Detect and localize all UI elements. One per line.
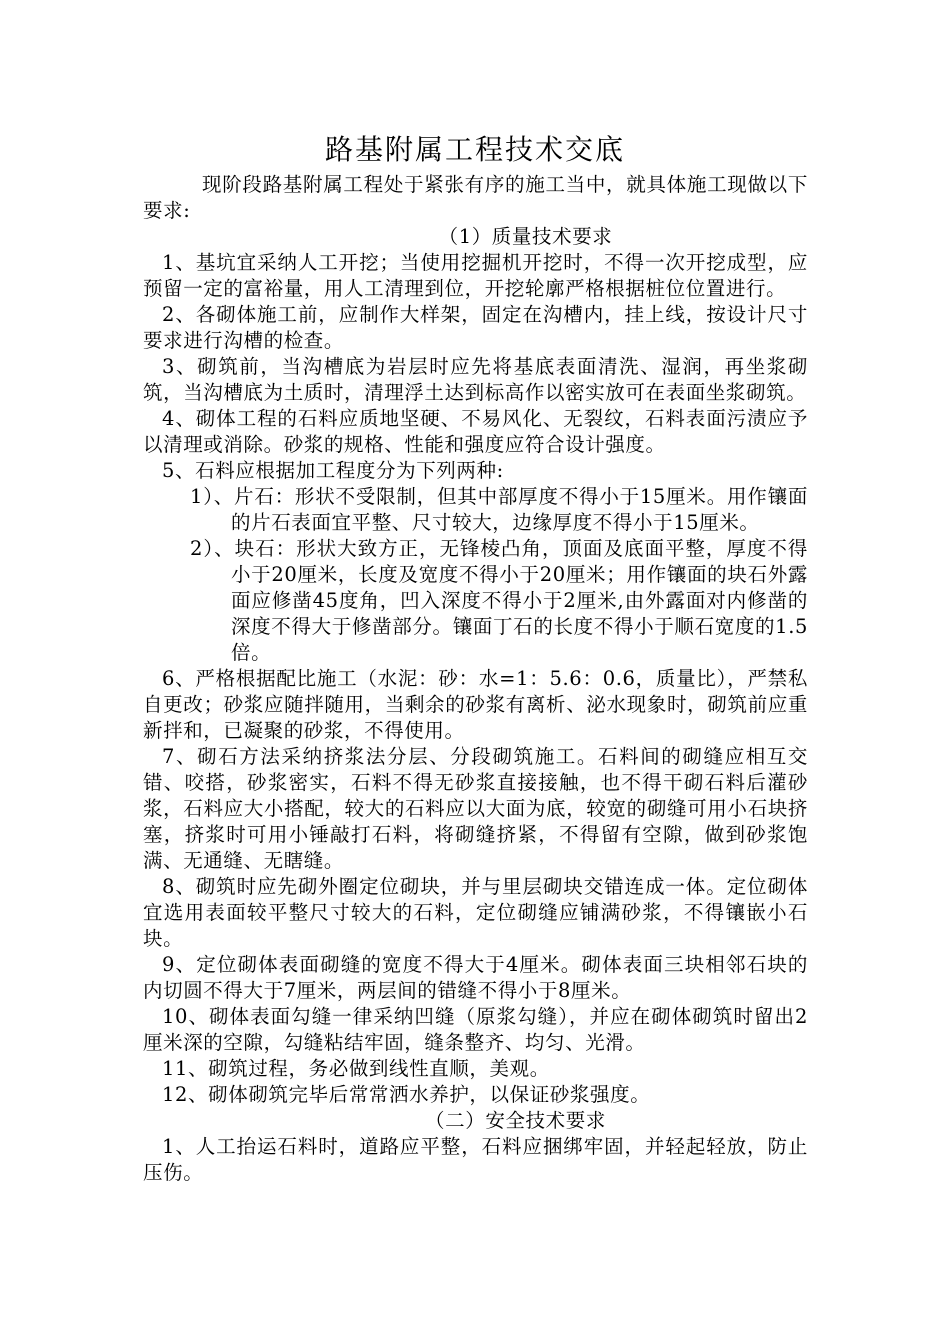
section-heading-safety: （二）安全技术要求: [425, 1109, 606, 1132]
quality-item-6: 6、严格根据配比施工（水泥：砂：水=1：5.6：0.6，质量比），严禁私自更改；砂浆应随拌随用，当剩余的砂浆有离析、泌水现象时，砌筑前应重新拌和，已凝聚的砂浆，不得使用。: [143, 667, 808, 742]
stone-type-rubble: 1）、片石：形状不受限制，但其中部厚度不得小于15厘米。用作镶面的片石表面宜平整、尺寸较大，边缘厚度不得小于15厘米。: [190, 485, 808, 534]
quality-item-10: 10、砌体表面勾缝一律采纳凹缝（原浆勾缝），并应在砌体砌筑时留出2厘米深的空隙，勾缝粘结牢固，缝条整齐、均匀、光滑。: [143, 1005, 808, 1054]
quality-item-3: 3、砌筑前，当沟槽底为岩层时应先将基底表面清洗、湿润，再坐浆砌筑，当沟槽底为土质时，清理浮土达到标高作以密实放可在表面坐浆砌筑。: [143, 355, 808, 404]
quality-item-7: 7、砌石方法采纳挤浆法分层、分段砌筑施工。石料间的砌缝应相互交错、咬搭，砂浆密实，石料不得无砂浆直接接触，也不得干砌石料后灌砂浆，石料应大小搭配，较大的石料应以大面为底，较宽的砌缝可用小石块挤塞，挤浆时可用小锤敲打石料，将砌缝挤紧，不得留有空隙，做到砂浆饱满、无通缝、无瞎缝。: [143, 745, 808, 872]
section-heading-quality: （1）质量技术要求: [438, 225, 613, 248]
stone-type-block: 2）、块石：形状大致方正，无锋棱凸角，顶面及底面平整，厚度不得小于20厘米，长度及宽度不得小于20厘米；用作镶面的块石外露面应修凿45度角，凹入深度不得小于2厘米,由外露面对内修凿的深度不得大于修凿部分。镶面丁石的长度不得小于顺石宽度的1.5倍。: [190, 537, 808, 664]
quality-item-4: 4、砌体工程的石料应质地坚硬、不易风化、无裂纹，石料表面污渍应予以清理或消除。砂浆的规格、性能和强度应符合设计强度。: [143, 407, 808, 456]
quality-item-2: 2、各砌体施工前，应制作大样架，固定在沟槽内，挂上线，按设计尺寸要求进行沟槽的检查。: [143, 303, 808, 352]
quality-item-5: 5、石料应根据加工程度分为下列两种:: [162, 459, 504, 482]
quality-item-9: 9、定位砌体表面砌缝的宽度不得大于4厘米。砌体表面三块相邻石块的内切圆不得大于7厘米，两层间的错缝不得小于8厘米。: [143, 953, 808, 1002]
quality-item-8: 8、砌筑时应先砌外圈定位砌块，并与里层砌块交错连成一体。定位砌体宜选用表面较平整尺寸较大的石料，定位砌缝应铺满砂浆，不得镶嵌小石块。: [143, 875, 808, 950]
document-title: 路基附属工程技术交底: [324, 133, 625, 166]
document-body: [143, 172, 808, 1186]
intro-paragraph: 现阶段路基附属工程处于紧张有序的施工当中，就具体施工现做以下要求:: [143, 173, 808, 222]
quality-item-11: 11、砌筑过程，务必做到线性直顺，美观。: [162, 1057, 550, 1080]
safety-item-1: 1、人工抬运石料时，道路应平整，石料应捆绑牢固，并轻起轻放，防止压伤。: [143, 1135, 808, 1184]
quality-item-12: 12、砌体砌筑完毕后常常洒水养护，以保证砂浆强度。: [162, 1083, 651, 1106]
quality-item-1: 1、基坑宜采纳人工开挖；当使用挖掘机开挖时，不得一次开挖成型，应预留一定的富裕量，用人工清理到位，开挖轮廓严格根据桩位位置进行。: [143, 251, 808, 300]
